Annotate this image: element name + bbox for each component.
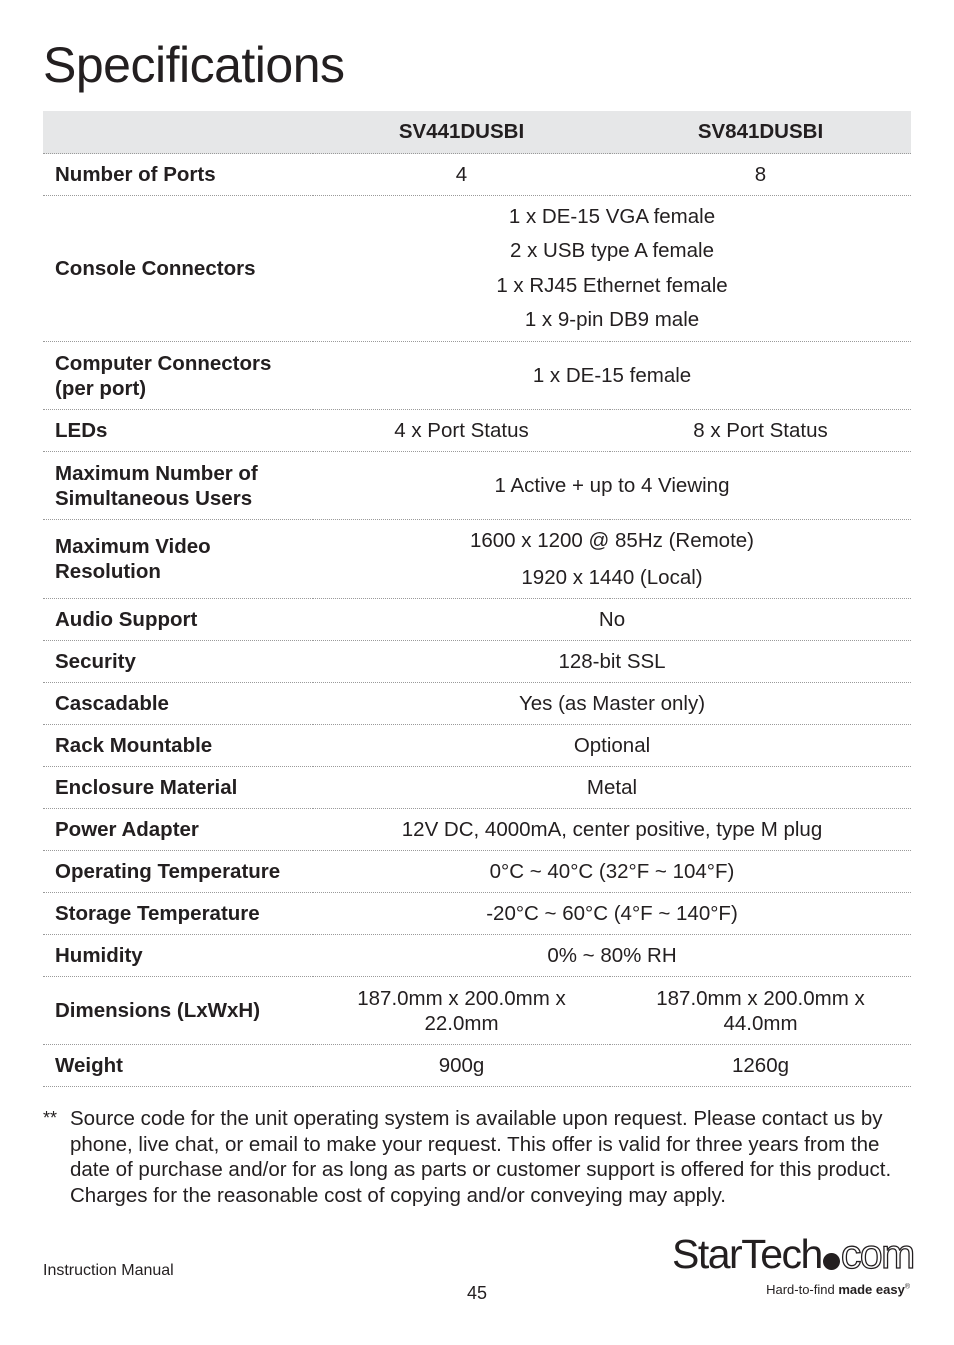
page-number: 45	[466, 1283, 488, 1303]
label-line: Computer Connectors	[55, 351, 272, 375]
table-row	[43, 683, 911, 725]
row-label: Power Adapter	[43, 809, 313, 851]
table-row	[43, 342, 911, 410]
row-value: No	[313, 599, 911, 641]
row-value: 0°C ~ 40°C (32°F ~ 104°F)	[313, 851, 911, 893]
table-row	[43, 452, 911, 520]
value-line: 44.0mm	[723, 1011, 798, 1035]
header-empty-cell	[43, 111, 313, 154]
table-row	[43, 893, 911, 935]
table-row	[43, 977, 911, 1045]
label-line: Maximum Video	[55, 535, 211, 558]
row-label: Number of Ports	[43, 154, 313, 196]
row-value	[610, 977, 911, 1045]
footnote-mark: **	[43, 1108, 58, 1128]
row-value: 1260g	[610, 1045, 911, 1087]
logo-tagline	[766, 1282, 910, 1297]
table-row	[43, 599, 911, 641]
footer-manual-label: Instruction Manual	[43, 1262, 174, 1279]
row-label: Weight	[43, 1045, 313, 1087]
row-value	[313, 977, 610, 1045]
table-row	[43, 196, 911, 342]
value-line: 187.0mm x 200.0mm x	[357, 986, 566, 1010]
label-line: (per port)	[55, 376, 147, 400]
row-value: 4	[313, 154, 610, 196]
value-line: 1920 x 1440 (Local)	[521, 566, 703, 589]
header-sv441dusbi: SV441DUSBI	[313, 111, 610, 154]
footnote	[43, 1106, 911, 1208]
spec-table	[43, 111, 911, 1087]
table-row	[43, 809, 911, 851]
row-value: 128-bit SSL	[313, 641, 911, 683]
table-row	[43, 1045, 911, 1087]
row-value: 12V DC, 4000mA, center positive, type M plug	[313, 809, 911, 851]
logo-dot-icon	[823, 1253, 840, 1270]
table-row	[43, 410, 911, 452]
footnote-text: Source code for the unit operating system is available upon request. Please contact us by phone, live chat, or email to make your request. This offer is valid for three years from the date of purchase and/or for as long as parts or customer support is offered for this product. Charges for the reasonable cost of copying and/or conveying may apply.	[70, 1107, 892, 1207]
row-label: Cascadable	[43, 683, 313, 725]
logo-com-text: com	[840, 1231, 914, 1277]
value-line: 1 x DE-15 VGA female	[508, 204, 716, 228]
row-label: Enclosure Material	[43, 767, 313, 809]
table-row	[43, 851, 911, 893]
logo-wordmark	[672, 1230, 912, 1278]
value-line: 1 x RJ45 Ethernet female	[496, 273, 728, 297]
table-row	[43, 641, 911, 683]
row-value: 4 x Port Status	[313, 410, 610, 452]
value-line: 1600 x 1200 @ 85Hz (Remote)	[469, 529, 755, 552]
row-label: Operating Temperature	[43, 851, 313, 893]
table-row	[43, 520, 911, 599]
table-row	[43, 725, 911, 767]
row-value: 8	[610, 154, 911, 196]
row-value: Yes (as Master only)	[313, 683, 911, 725]
row-value	[313, 520, 911, 599]
registered-mark: ®	[904, 1283, 910, 1291]
row-label: Audio Support	[43, 599, 313, 641]
value-line: 1 x 9-pin DB9 male	[524, 308, 700, 331]
row-value: 8 x Port Status	[610, 410, 911, 452]
label-line: Simultaneous Users	[55, 486, 253, 510]
table-header-row	[43, 111, 911, 154]
row-label	[43, 452, 313, 520]
row-label: Storage Temperature	[43, 893, 313, 935]
value-line: 2 x USB type A female	[510, 239, 714, 262]
header-sv841dusbi: SV841DUSBI	[610, 111, 911, 154]
tagline-part2: made easy	[838, 1282, 905, 1297]
row-label: Rack Mountable	[43, 725, 313, 767]
row-value	[313, 196, 911, 342]
row-value: 0% ~ 80% RH	[313, 935, 911, 977]
label-line: Resolution	[55, 560, 161, 583]
row-value: -20°C ~ 60°C (4°F ~ 140°F)	[313, 893, 911, 935]
row-label: Console Connectors	[43, 196, 313, 342]
row-label	[43, 342, 313, 410]
row-label: LEDs	[43, 410, 313, 452]
startech-logo	[672, 1230, 912, 1302]
row-value: Metal	[313, 767, 911, 809]
row-label: Humidity	[43, 935, 313, 977]
table-row	[43, 154, 911, 196]
value-line: 22.0mm	[424, 1011, 499, 1035]
table-row	[43, 767, 911, 809]
page-title: Specifications	[43, 37, 345, 93]
row-value: 1 Active + up to 4 Viewing	[313, 452, 911, 520]
row-label	[43, 520, 313, 599]
tagline-part1: Hard-to-find	[766, 1282, 839, 1297]
value-line: 187.0mm x 200.0mm x	[656, 986, 865, 1010]
row-value: Optional	[313, 725, 911, 767]
row-label: Dimensions (LxWxH)	[43, 977, 313, 1045]
row-value: 1 x DE-15 female	[313, 342, 911, 410]
table-row	[43, 935, 911, 977]
label-line: Maximum Number of	[55, 461, 258, 485]
logo-star-text: StarTech	[672, 1231, 822, 1277]
row-label: Security	[43, 641, 313, 683]
row-value: 900g	[313, 1045, 610, 1087]
